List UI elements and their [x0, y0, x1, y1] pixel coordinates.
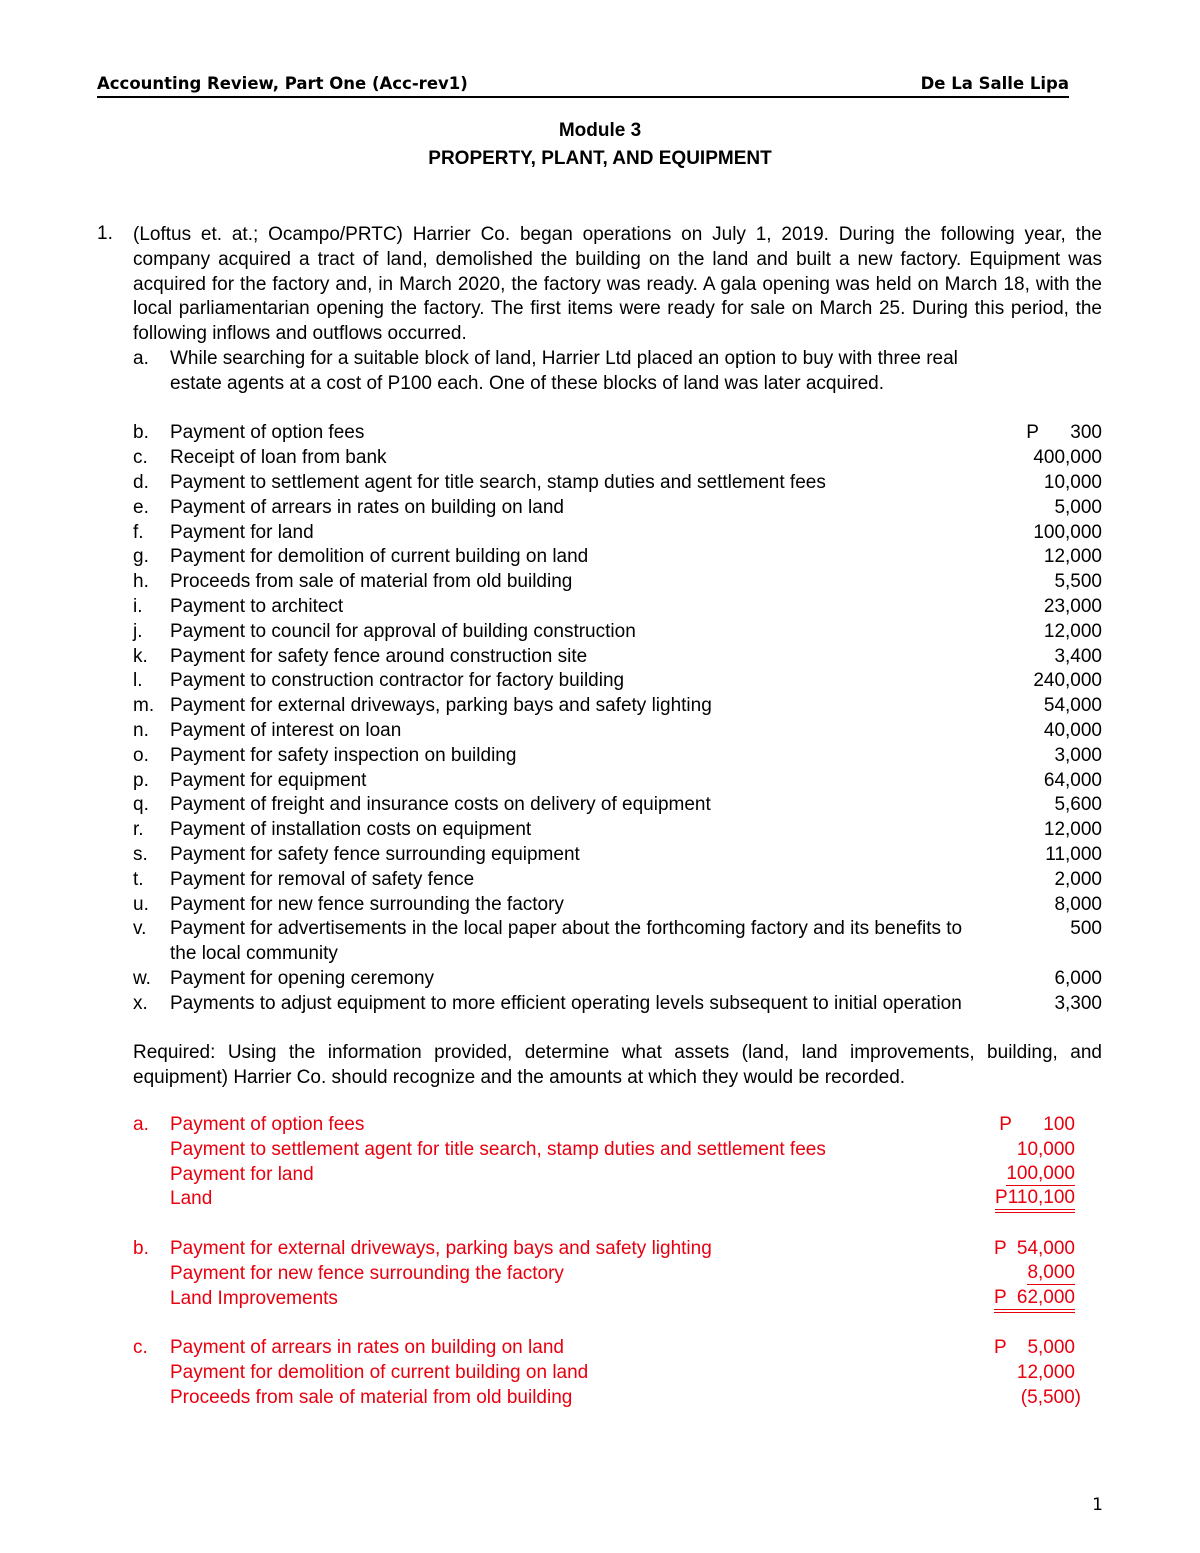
item-description: Payment to construction contractor for factory building [170, 670, 625, 692]
item-description: Payment for safety fence surrounding equipment [170, 843, 580, 865]
item-letter: p. [133, 769, 149, 791]
answer-total-label: Land Improvements [170, 1287, 338, 1309]
item-letter: b. [133, 422, 149, 444]
item-letter: n. [133, 719, 149, 741]
item-description: Payment for opening ceremony [170, 967, 435, 989]
item-description: Payment for external driveways, parking bays and safety lighting [170, 695, 712, 717]
item-amount: 240,000 [1033, 670, 1102, 692]
item-letter: r. [133, 819, 144, 841]
item-amount: 3,300 [1054, 992, 1102, 1014]
question-intro: (Loftus et. at.; Ocampo/PRTC) Harrier Co. began operations on July 1, 2019. During the following year, the company acquired a tract of land, demolished the building on the land and built a new factory. Equipment was acquired for the factory and, in March 2020, the factory was ready. A gala opening was held on March 18, with the local parliamentarian opening the factory. The first items were ready for sale on March 25. During this period, the following inflows and outflows occurred. [133, 224, 1102, 345]
item-amount: 5,500 [1054, 571, 1102, 593]
item-description: Payment for advertisements in the local paper about the forthcoming factory and its benefits to the local community [170, 918, 963, 965]
item-letter: a. [133, 348, 149, 369]
list-item [133, 421, 1102, 446]
list-item [133, 719, 1102, 744]
item-description: Payment of interest on loan [170, 719, 402, 741]
item-amount: 400,000 [1033, 447, 1102, 469]
item-description: Payment for new fence surrounding the factory [170, 893, 564, 915]
answer-amount: 12,000 [1016, 1361, 1075, 1383]
item-amount: 5,600 [1054, 794, 1102, 816]
item-amount: 23,000 [1043, 595, 1102, 617]
item-amount: 12,000 [1043, 620, 1102, 642]
answer-description: Payment for demolition of current building on land [170, 1361, 589, 1383]
list-item [133, 595, 1102, 620]
list-item [133, 843, 1102, 868]
item-letter: s. [133, 843, 148, 865]
module-subtitle: PROPERTY, PLANT, AND EQUIPMENT [428, 148, 772, 169]
list-item [133, 471, 1102, 496]
list-item [133, 967, 1102, 992]
answer-line [133, 1386, 1081, 1411]
answer-line [133, 1138, 1075, 1163]
item-description: Payment for safety fence around construction site [170, 645, 588, 667]
answer-amount: P 100 [999, 1114, 1075, 1135]
page-header [97, 74, 1069, 98]
item-description: Payment for equipment [170, 769, 367, 791]
list-item [133, 769, 1102, 794]
answer-amount: 10,000 [1016, 1138, 1075, 1160]
item-amount: 12,000 [1043, 819, 1102, 841]
item-letter: w. [133, 967, 151, 989]
list-item [133, 992, 1102, 1042]
answer-description: Payment to settlement agent for title search, stamp duties and settlement fees [170, 1138, 826, 1160]
answer-amount: 8,000 [1027, 1261, 1075, 1283]
item-letter: i. [133, 595, 143, 617]
item-description: Payment of option fees [170, 422, 365, 444]
list-item [133, 545, 1102, 570]
required-instruction: Required: Using the information provided, determine what assets (land, land improvements, building, and equipment) Harrier Co. should recognize and the amounts at which they would be recorded. [133, 1042, 1102, 1088]
answer-description: Payment of option fees [170, 1114, 365, 1135]
item-amount: 11,000 [1045, 843, 1102, 865]
item-amount: 10,000 [1043, 471, 1102, 493]
item-description: Payment of freight and insurance costs on delivery of equipment [170, 794, 711, 816]
answer-amount: 100,000 [1006, 1162, 1075, 1184]
item-letter: m. [133, 695, 155, 717]
list-item [133, 347, 1102, 421]
item-description: Payment for safety inspection on building [170, 744, 517, 766]
item-amount: P 300 [1026, 422, 1102, 444]
item-letter: j. [133, 620, 143, 642]
item-amount: 100,000 [1033, 521, 1102, 543]
list-item [133, 893, 1102, 918]
item-amount: 5,000 [1054, 496, 1102, 518]
answer-line [133, 1113, 1075, 1138]
item-letter: l. [133, 670, 143, 692]
item-description: Payment of installation costs on equipment [170, 819, 532, 841]
answer-block-building [133, 1336, 1081, 1410]
answer-total-amount: P 62,000 [994, 1287, 1075, 1313]
item-amount: 3,000 [1054, 744, 1102, 766]
answer-line [133, 1262, 1075, 1287]
list-item [133, 620, 1102, 645]
item-amount: 12,000 [1043, 546, 1102, 568]
item-description: Payment for land [170, 521, 314, 543]
list-item [133, 521, 1102, 546]
header-school-name: De La Salle Lipa [920, 74, 1069, 93]
item-amount: 8,000 [1054, 893, 1102, 915]
answer-letter: c. [133, 1337, 148, 1358]
answer-block-land [133, 1113, 1075, 1212]
list-item [133, 570, 1102, 595]
header-course-title: Accounting Review, Part One (Acc-rev1) [97, 74, 468, 93]
answer-letter: a. [133, 1114, 149, 1135]
answer-total-line [133, 1287, 1075, 1312]
answer-block-land-improvements [133, 1237, 1075, 1311]
item-amount: 6,000 [1054, 967, 1102, 989]
transaction-list [133, 347, 1102, 1041]
answer-description: Payment for external driveways, parking bays and safety lighting [170, 1238, 712, 1259]
item-description: Payment to architect [170, 595, 344, 617]
item-amount: 500 [1070, 918, 1102, 940]
list-item [133, 917, 1102, 967]
list-item [133, 645, 1102, 670]
list-item [133, 793, 1102, 818]
list-item [133, 744, 1102, 769]
answer-description: Payment of arrears in rates on building on land [170, 1337, 564, 1358]
item-letter: x. [133, 992, 148, 1014]
item-description: Payment to council for approval of building construction [170, 620, 636, 642]
answer-letter: b. [133, 1238, 149, 1259]
answer-description: Proceeds from sale of material from old building [170, 1386, 573, 1408]
answer-description: Payment for land [170, 1163, 314, 1185]
item-letter: o. [133, 744, 149, 766]
item-amount: 64,000 [1043, 769, 1102, 791]
list-item [133, 496, 1102, 521]
item-letter: u. [133, 893, 149, 915]
item-description: Payment of arrears in rates on building on land [170, 496, 564, 518]
item-amount: 2,000 [1054, 868, 1102, 890]
item-description: Payment for removal of safety fence [170, 868, 475, 890]
module-title: Module 3 [558, 120, 642, 141]
item-letter: d. [133, 471, 149, 493]
item-description: While searching for a suitable block of land, Harrier Ltd placed an option to buy with three real estate agents at a cost of P100 each. One of these blocks of land was later acquired. [170, 348, 958, 394]
list-item [133, 669, 1102, 694]
item-description: Payments to adjust equipment to more efficient operating levels subsequent to initial operation [170, 992, 962, 1014]
item-amount: 40,000 [1043, 719, 1102, 741]
item-letter: q. [133, 794, 149, 816]
answer-amount: (5,500) [1020, 1386, 1081, 1408]
answer-amount: P 54,000 [993, 1238, 1075, 1259]
item-letter: c. [133, 447, 148, 469]
item-letter: g. [133, 546, 149, 568]
answer-total-label: Land [170, 1188, 213, 1210]
item-description: Payment to settlement agent for title search, stamp duties and settlement fees [170, 471, 826, 493]
page-number: 1 [1092, 1495, 1103, 1515]
item-letter: e. [133, 496, 149, 518]
item-description: Payment for demolition of current building on land [170, 546, 589, 568]
item-description: Receipt of loan from bank [170, 447, 387, 469]
question-number: 1. [97, 223, 113, 244]
answer-line [133, 1336, 1075, 1361]
item-amount: 54,000 [1043, 695, 1102, 717]
answer-total-amount: P110,100 [995, 1187, 1075, 1213]
item-letter: t. [133, 868, 144, 890]
answer-line [133, 1163, 1075, 1188]
item-letter: k. [133, 645, 148, 667]
item-letter: f. [133, 521, 144, 543]
list-item [133, 446, 1102, 471]
answer-line [133, 1361, 1075, 1386]
answer-total-line [133, 1187, 1075, 1212]
list-item [133, 868, 1102, 893]
list-item [133, 694, 1102, 719]
item-letter: h. [133, 571, 149, 593]
item-amount: 3,400 [1054, 645, 1102, 667]
answer-amount: P 5,000 [994, 1337, 1075, 1358]
item-description: Proceeds from sale of material from old building [170, 571, 573, 593]
item-letter: v. [133, 918, 147, 940]
list-item [133, 818, 1102, 843]
answer-description: Payment for new fence surrounding the factory [170, 1262, 564, 1284]
answer-line [133, 1237, 1075, 1262]
